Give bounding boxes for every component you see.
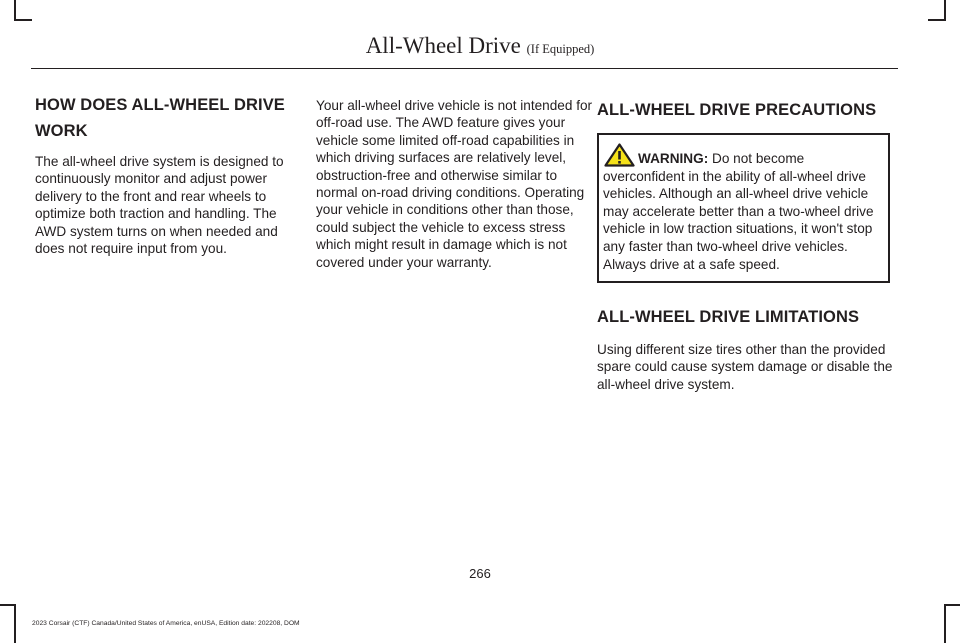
- heading-awd-precautions: ALL-WHEEL DRIVE PRECAUTIONS: [597, 101, 877, 119]
- header-rule: [31, 68, 898, 69]
- column-precautions: [597, 92, 895, 123]
- crop-mark-bottom-left-v: [14, 604, 16, 643]
- warning-text: Do not become overconfident in the ability of all-wheel drive vehicles. Although an all-wheel drive vehicle may accelerate better than a two-wheel drive vehicle in low traction situations, it won't stop any faster than two-wheel drive vehicles. Always drive at a safe speed.: [603, 151, 874, 272]
- body-how-awd-works: The all-wheel drive system is designed to continuously monitor and adjust power delivery to the front and rear wheels to optimize both traction and handling. The AWD system turns on when needed and does not require input from you.: [35, 154, 284, 257]
- column-offroad: [316, 92, 602, 271]
- heading-awd-limitations: ALL-WHEEL DRIVE LIMITATIONS: [597, 308, 860, 326]
- crop-mark-top-left-h: [14, 19, 32, 21]
- page-header: [0, 33, 960, 59]
- warning-label: WARNING:: [638, 151, 709, 166]
- warning-box: [597, 133, 890, 283]
- crop-mark-bottom-right-h: [944, 604, 960, 606]
- column-how-it-works: [35, 92, 295, 257]
- crop-mark-top-right-v: [944, 0, 946, 20]
- crop-mark-bottom-left-h: [0, 604, 16, 606]
- header-title: All-Wheel Drive: [365, 33, 521, 58]
- crop-mark-top-right-h: [928, 19, 946, 21]
- heading-how-awd-works: HOW DOES ALL-WHEEL DRIVE WORK: [35, 96, 285, 140]
- warning-triangle-icon: [604, 143, 635, 167]
- body-offroad-use: Your all-wheel drive vehicle is not intended for off-road use. The AWD feature gives your vehicle some limited off-road capabilities in which driving surfaces are relatively level, obstruction-free and otherwise similar to normal on-road driving conditions. Operating your vehicle in conditions other than those, could subject the vehicle to excess stress which might result in damage which is not covered under your warranty.: [316, 98, 593, 270]
- header-subtitle: (If Equipped): [526, 42, 595, 56]
- warning-paragraph: [603, 143, 885, 273]
- page-number: 266: [469, 566, 491, 581]
- section-limitations: [597, 304, 895, 393]
- crop-mark-bottom-right-v: [944, 604, 946, 643]
- footer-edition-info: 2023 Corsair (CTF) Canada/United States of America, enUSA, Edition date: 202208, DOM: [32, 620, 300, 627]
- body-awd-limitations: Using different size tires other than the provided spare could cause system damage or disable the all-wheel drive system.: [597, 342, 893, 392]
- crop-mark-top-left-v: [14, 0, 16, 20]
